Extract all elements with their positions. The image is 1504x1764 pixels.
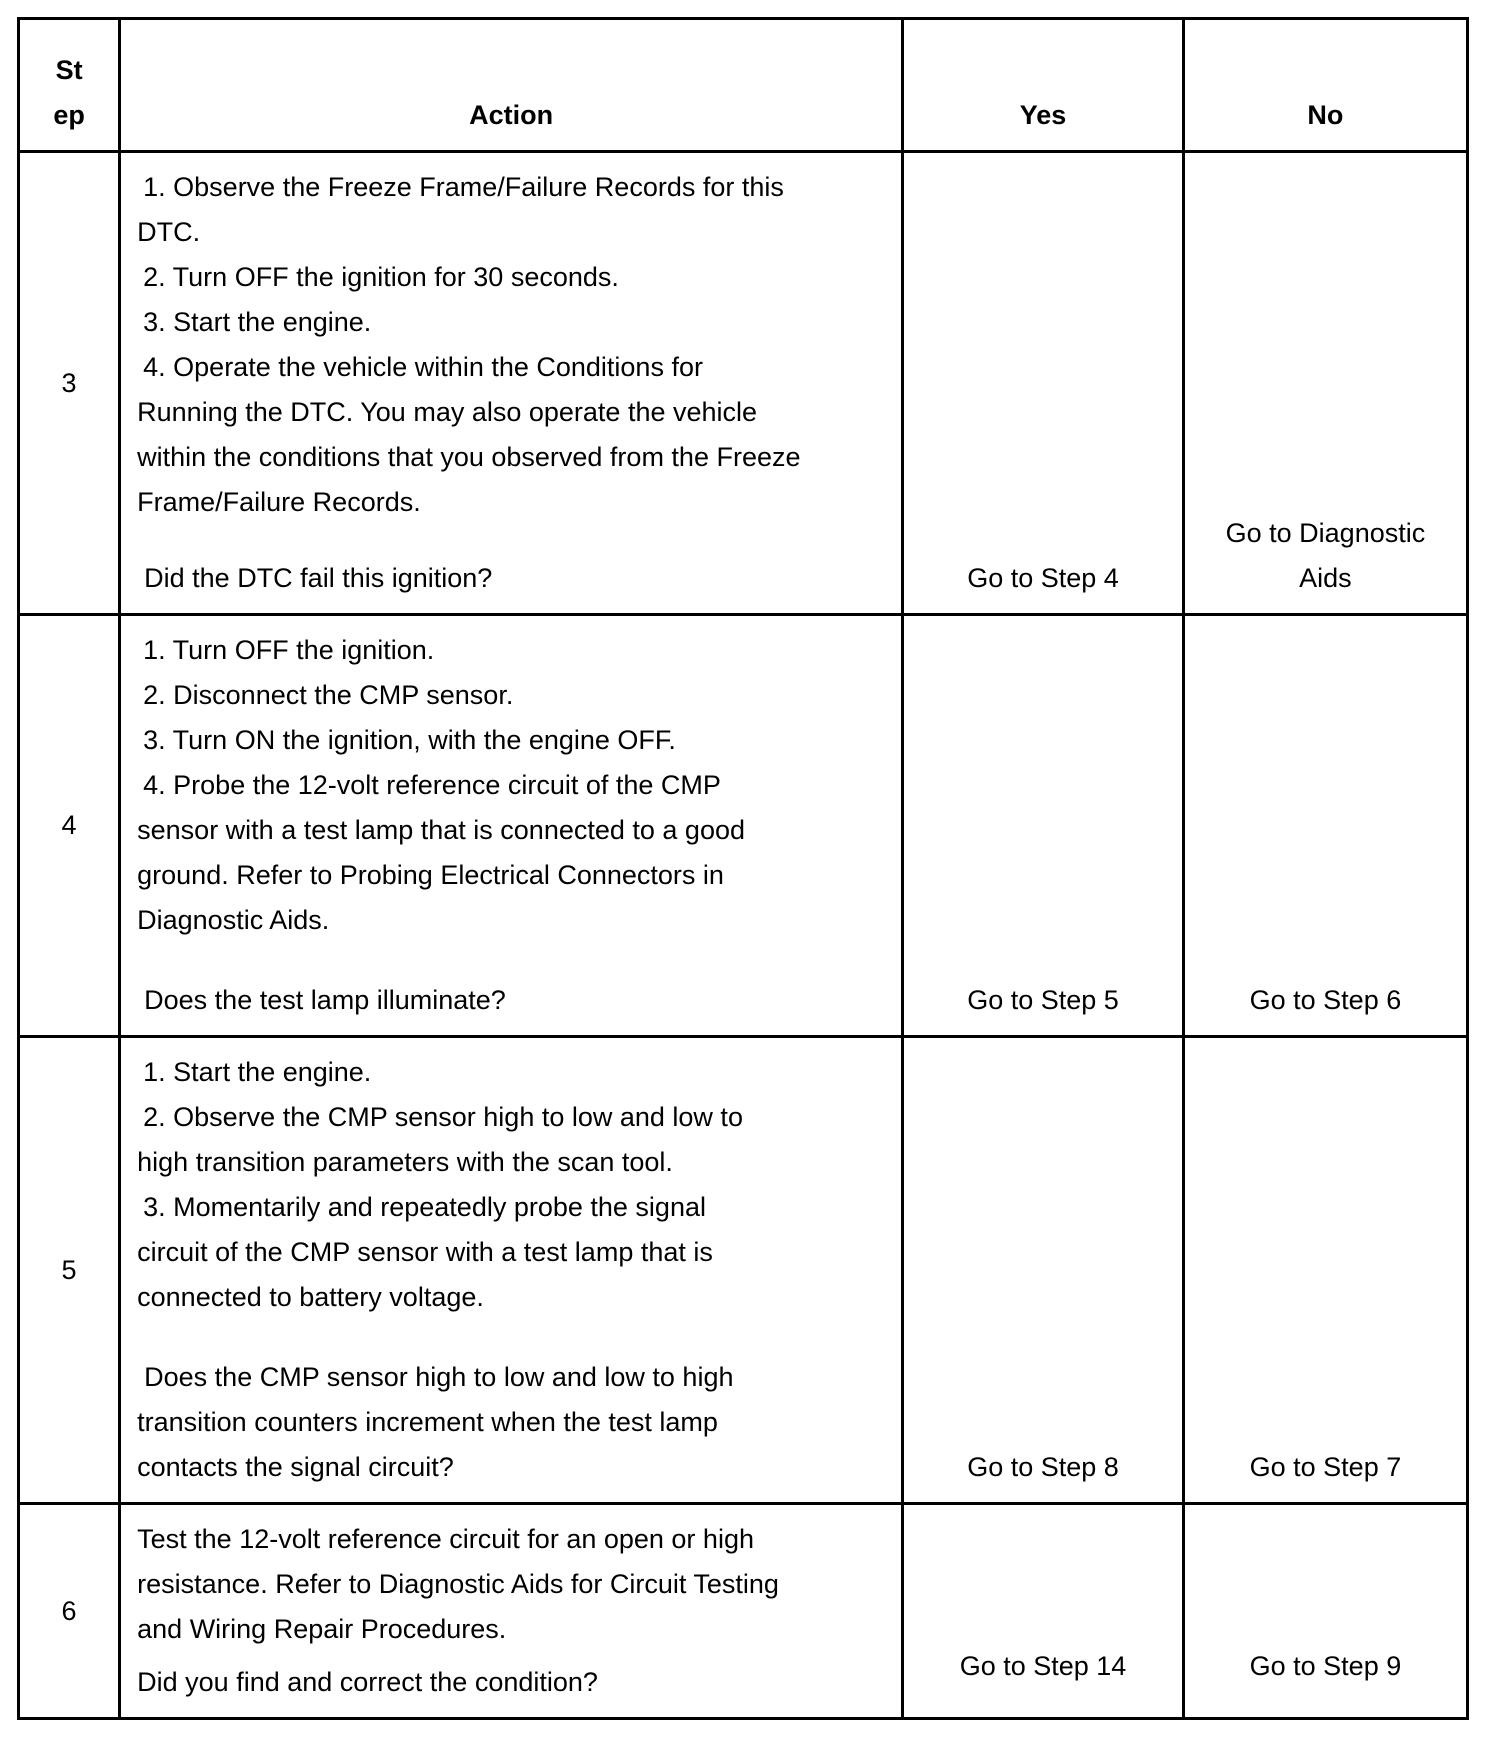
no-result: Go to Step 9 (1183, 1504, 1467, 1719)
action-line: ground. Refer to Probing Electrical Connectors in (137, 860, 724, 890)
action-question: Does the CMP sensor high to low and low to high (144, 1362, 734, 1392)
action-line: DTC. (137, 217, 201, 247)
table-row (19, 1504, 1468, 1719)
yes-result: Go to Step 14 (903, 1504, 1184, 1719)
no-result: Go to Step 6 (1183, 615, 1467, 1037)
action-line: and Wiring Repair Procedures. (137, 1614, 507, 1644)
action-line: high transition parameters with the scan tool. (137, 1147, 673, 1177)
action-line: 3. Turn ON the ignition, with the engine OFF. (143, 725, 676, 755)
action-line: 3. Momentarily and repeatedly probe the signal (143, 1192, 706, 1222)
action-question: Does the test lamp illuminate? (144, 985, 506, 1015)
table-header-row (19, 19, 1468, 152)
action-cell (120, 1504, 903, 1719)
action-line: within the conditions that you observed from the Freeze (137, 442, 801, 472)
action-line: 1. Turn OFF the ignition. (143, 635, 435, 665)
action-line: 2. Disconnect the CMP sensor. (143, 680, 514, 710)
action-question: contacts the signal circuit? (137, 1452, 454, 1482)
action-line: 2. Turn OFF the ignition for 30 seconds. (143, 262, 619, 292)
action-cell (120, 152, 903, 615)
yes-result: Go to Step 5 (903, 615, 1184, 1037)
action-line: Test the 12-volt reference circuit for an open or high (137, 1524, 754, 1554)
action-question: Did you find and correct the condition? (137, 1667, 598, 1697)
action-line: resistance. Refer to Diagnostic Aids for Circuit Testing (137, 1569, 779, 1599)
action-line: 4. Operate the vehicle within the Conditions for (143, 352, 703, 382)
action-cell (120, 615, 903, 1037)
step-number: 4 (19, 615, 120, 1037)
action-question: transition counters increment when the test lamp (137, 1407, 718, 1437)
action-line: circuit of the CMP sensor with a test lamp that is (137, 1237, 713, 1267)
table-row (19, 615, 1468, 1037)
action-line: 2. Observe the CMP sensor high to low and low to (143, 1102, 743, 1132)
action-line: connected to battery voltage. (137, 1282, 484, 1312)
step-number: 5 (19, 1037, 120, 1504)
action-line: Diagnostic Aids. (137, 905, 330, 935)
step-number: 6 (19, 1504, 120, 1719)
action-line: 4. Probe the 12-volt reference circuit of the CMP (143, 770, 721, 800)
yes-column-header: Yes (903, 19, 1184, 152)
action-line: 1. Observe the Freeze Frame/Failure Records for this (143, 172, 784, 202)
yes-result: Go to Step 8 (903, 1037, 1184, 1504)
action-line: Frame/Failure Records. (137, 487, 421, 517)
step-column-header: St ep (19, 19, 120, 152)
action-column-header: Action (120, 19, 903, 152)
action-cell (120, 1037, 903, 1504)
action-question: Did the DTC fail this ignition? (144, 563, 493, 593)
no-result: Go to Step 7 (1183, 1037, 1467, 1504)
diagnostic-table (17, 17, 1469, 1720)
action-line: sensor with a test lamp that is connected to a good (137, 815, 745, 845)
no-result: Go to Diagnostic Aids (1183, 152, 1467, 615)
table-row (19, 1037, 1468, 1504)
yes-result: Go to Step 4 (903, 152, 1184, 615)
step-number: 3 (19, 152, 120, 615)
no-column-header: No (1183, 19, 1467, 152)
table-row (19, 152, 1468, 615)
action-line: Running the DTC. You may also operate the vehicle (137, 397, 758, 427)
action-line: 1. Start the engine. (143, 1057, 372, 1087)
action-line: 3. Start the engine. (143, 307, 372, 337)
